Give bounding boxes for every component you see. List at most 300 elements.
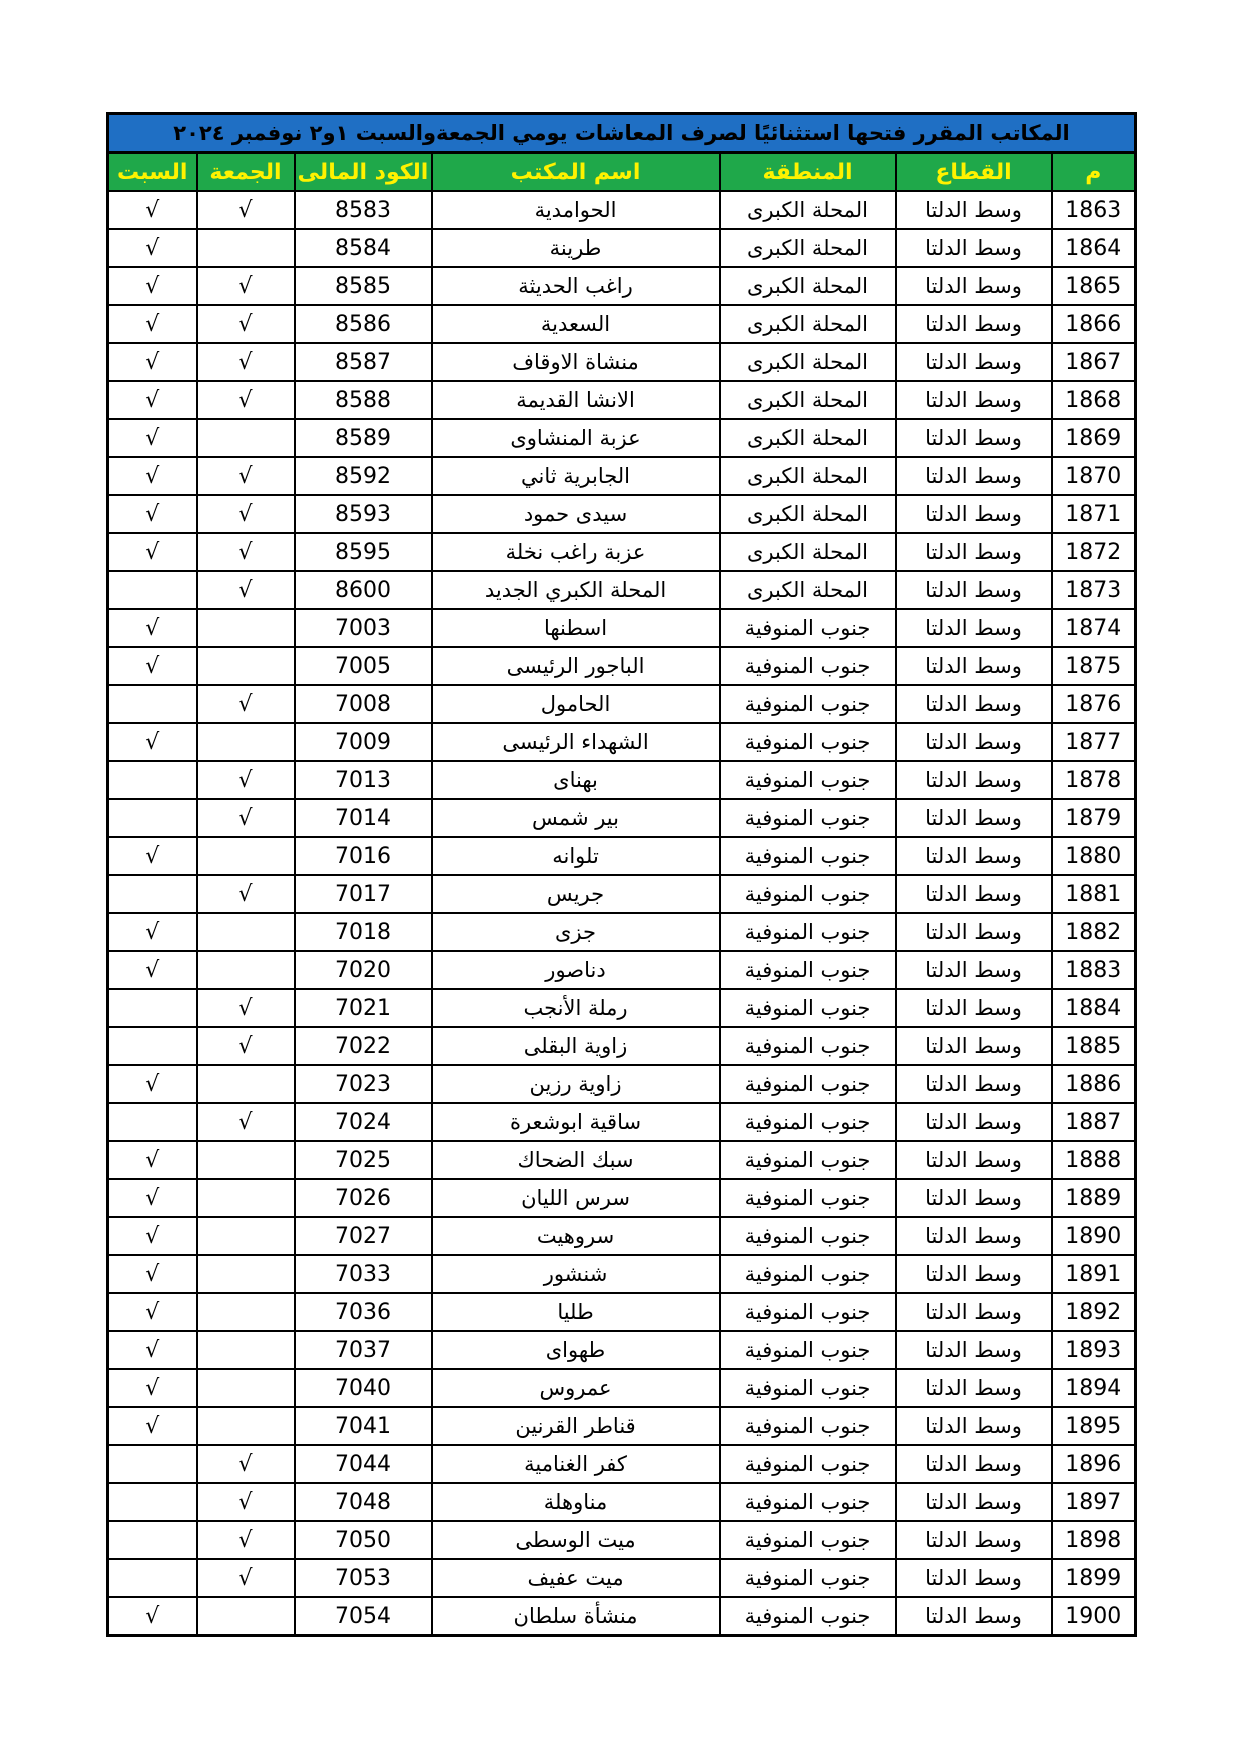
financial-code-cell: 7020 bbox=[295, 951, 432, 989]
row-index: 1867 bbox=[1052, 343, 1136, 381]
sector-cell: وسط الدلتا bbox=[896, 533, 1052, 571]
financial-code-cell: 7005 bbox=[295, 647, 432, 685]
row-index: 1873 bbox=[1052, 571, 1136, 609]
office-name-cell: راغب الحديثة bbox=[432, 267, 720, 305]
saturday-check-cell bbox=[108, 1559, 197, 1597]
friday-check-cell bbox=[197, 1597, 295, 1636]
row-index: 1898 bbox=[1052, 1521, 1136, 1559]
row-index: 1876 bbox=[1052, 685, 1136, 723]
saturday-check-cell: √ bbox=[108, 305, 197, 343]
office-name-cell: طرينة bbox=[432, 229, 720, 267]
friday-check-cell: √ bbox=[197, 191, 295, 229]
friday-check-cell: √ bbox=[197, 1103, 295, 1141]
saturday-check-cell bbox=[108, 761, 197, 799]
table-row bbox=[108, 229, 1136, 267]
financial-code-cell: 8587 bbox=[295, 343, 432, 381]
saturday-check-cell: √ bbox=[108, 723, 197, 761]
table-row bbox=[108, 609, 1136, 647]
region-cell: جنوب المنوفية bbox=[720, 609, 896, 647]
sector-cell: وسط الدلتا bbox=[896, 1369, 1052, 1407]
sector-cell: وسط الدلتا bbox=[896, 761, 1052, 799]
region-cell: جنوب المنوفية bbox=[720, 1445, 896, 1483]
office-name-cell: كفر الغنامية bbox=[432, 1445, 720, 1483]
region-cell: المحلة الكبرى bbox=[720, 229, 896, 267]
friday-check-cell bbox=[197, 1179, 295, 1217]
friday-check-cell: √ bbox=[197, 495, 295, 533]
saturday-check-cell: √ bbox=[108, 1369, 197, 1407]
title-row bbox=[108, 114, 1136, 153]
sector-cell: وسط الدلتا bbox=[896, 799, 1052, 837]
region-cell: جنوب المنوفية bbox=[720, 1217, 896, 1255]
friday-check-cell: √ bbox=[197, 533, 295, 571]
table-row bbox=[108, 1293, 1136, 1331]
table-body bbox=[108, 191, 1136, 1636]
sector-cell: وسط الدلتا bbox=[896, 1559, 1052, 1597]
region-cell: جنوب المنوفية bbox=[720, 685, 896, 723]
office-name-cell: منشأة سلطان bbox=[432, 1597, 720, 1636]
saturday-check-cell: √ bbox=[108, 1407, 197, 1445]
table-row bbox=[108, 1065, 1136, 1103]
office-name-cell: قناطر القرنين bbox=[432, 1407, 720, 1445]
sector-cell: وسط الدلتا bbox=[896, 1521, 1052, 1559]
friday-check-cell: √ bbox=[197, 457, 295, 495]
sector-cell: وسط الدلتا bbox=[896, 875, 1052, 913]
friday-check-cell: √ bbox=[197, 799, 295, 837]
office-name-cell: السعدية bbox=[432, 305, 720, 343]
sector-cell: وسط الدلتا bbox=[896, 305, 1052, 343]
row-index: 1896 bbox=[1052, 1445, 1136, 1483]
sector-cell: وسط الدلتا bbox=[896, 1483, 1052, 1521]
row-index: 1869 bbox=[1052, 419, 1136, 457]
region-cell: جنوب المنوفية bbox=[720, 1179, 896, 1217]
region-cell: المحلة الكبرى bbox=[720, 533, 896, 571]
financial-code-cell: 7040 bbox=[295, 1369, 432, 1407]
sector-cell: وسط الدلتا bbox=[896, 1065, 1052, 1103]
header-friday: الجمعة bbox=[197, 153, 295, 192]
saturday-check-cell: √ bbox=[108, 1293, 197, 1331]
office-name-cell: الحامول bbox=[432, 685, 720, 723]
table-row bbox=[108, 761, 1136, 799]
row-index: 1889 bbox=[1052, 1179, 1136, 1217]
saturday-check-cell: √ bbox=[108, 913, 197, 951]
header-sector: القطاع bbox=[896, 153, 1052, 192]
region-cell: جنوب المنوفية bbox=[720, 875, 896, 913]
friday-check-cell bbox=[197, 951, 295, 989]
region-cell: جنوب المنوفية bbox=[720, 799, 896, 837]
region-cell: المحلة الكبرى bbox=[720, 191, 896, 229]
row-index: 1870 bbox=[1052, 457, 1136, 495]
financial-code-cell: 7008 bbox=[295, 685, 432, 723]
office-name-cell: عزبة راغب نخلة bbox=[432, 533, 720, 571]
saturday-check-cell: √ bbox=[108, 1597, 197, 1636]
office-name-cell: الحوامدية bbox=[432, 191, 720, 229]
row-index: 1875 bbox=[1052, 647, 1136, 685]
saturday-check-cell: √ bbox=[108, 951, 197, 989]
row-index: 1865 bbox=[1052, 267, 1136, 305]
office-name-cell: سرس الليان bbox=[432, 1179, 720, 1217]
row-index: 1891 bbox=[1052, 1255, 1136, 1293]
saturday-check-cell: √ bbox=[108, 267, 197, 305]
office-name-cell: الباجور الرئيسى bbox=[432, 647, 720, 685]
region-cell: المحلة الكبرى bbox=[720, 419, 896, 457]
region-cell: جنوب المنوفية bbox=[720, 1483, 896, 1521]
row-index: 1900 bbox=[1052, 1597, 1136, 1636]
region-cell: جنوب المنوفية bbox=[720, 1369, 896, 1407]
sector-cell: وسط الدلتا bbox=[896, 419, 1052, 457]
region-cell: جنوب المنوفية bbox=[720, 647, 896, 685]
office-name-cell: منشاة الاوقاف bbox=[432, 343, 720, 381]
saturday-check-cell bbox=[108, 1445, 197, 1483]
office-name-cell: سيدى حمود bbox=[432, 495, 720, 533]
saturday-check-cell: √ bbox=[108, 1331, 197, 1369]
sector-cell: وسط الدلتا bbox=[896, 913, 1052, 951]
office-name-cell: ميت عفيف bbox=[432, 1559, 720, 1597]
financial-code-cell: 7026 bbox=[295, 1179, 432, 1217]
saturday-check-cell bbox=[108, 1521, 197, 1559]
financial-code-cell: 8588 bbox=[295, 381, 432, 419]
row-index: 1887 bbox=[1052, 1103, 1136, 1141]
saturday-check-cell: √ bbox=[108, 343, 197, 381]
saturday-check-cell: √ bbox=[108, 647, 197, 685]
sector-cell: وسط الدلتا bbox=[896, 609, 1052, 647]
financial-code-cell: 7013 bbox=[295, 761, 432, 799]
row-index: 1888 bbox=[1052, 1141, 1136, 1179]
financial-code-cell: 7027 bbox=[295, 1217, 432, 1255]
saturday-check-cell bbox=[108, 1483, 197, 1521]
friday-check-cell bbox=[197, 723, 295, 761]
table-row bbox=[108, 799, 1136, 837]
office-name-cell: طليا bbox=[432, 1293, 720, 1331]
row-index: 1890 bbox=[1052, 1217, 1136, 1255]
friday-check-cell bbox=[197, 1065, 295, 1103]
office-name-cell: المحلة الكبري الجديد bbox=[432, 571, 720, 609]
financial-code-cell: 8595 bbox=[295, 533, 432, 571]
saturday-check-cell: √ bbox=[108, 457, 197, 495]
sector-cell: وسط الدلتا bbox=[896, 381, 1052, 419]
financial-code-cell: 7022 bbox=[295, 1027, 432, 1065]
saturday-check-cell: √ bbox=[108, 609, 197, 647]
financial-code-cell: 7025 bbox=[295, 1141, 432, 1179]
friday-check-cell: √ bbox=[197, 305, 295, 343]
office-name-cell: عزبة المنشاوى bbox=[432, 419, 720, 457]
table-row bbox=[108, 571, 1136, 609]
friday-check-cell bbox=[197, 1331, 295, 1369]
row-index: 1877 bbox=[1052, 723, 1136, 761]
friday-check-cell bbox=[197, 229, 295, 267]
row-index: 1884 bbox=[1052, 989, 1136, 1027]
financial-code-cell: 7054 bbox=[295, 1597, 432, 1636]
region-cell: جنوب المنوفية bbox=[720, 1141, 896, 1179]
financial-code-cell: 8600 bbox=[295, 571, 432, 609]
table-row bbox=[108, 381, 1136, 419]
friday-check-cell: √ bbox=[197, 685, 295, 723]
financial-code-cell: 8586 bbox=[295, 305, 432, 343]
financial-code-cell: 7044 bbox=[295, 1445, 432, 1483]
row-index: 1880 bbox=[1052, 837, 1136, 875]
friday-check-cell: √ bbox=[197, 381, 295, 419]
table-row bbox=[108, 1559, 1136, 1597]
saturday-check-cell: √ bbox=[108, 1255, 197, 1293]
table-row bbox=[108, 1217, 1136, 1255]
row-index: 1899 bbox=[1052, 1559, 1136, 1597]
header-financial-code: الكود المالى bbox=[295, 153, 432, 192]
table-row bbox=[108, 1331, 1136, 1369]
region-cell: جنوب المنوفية bbox=[720, 761, 896, 799]
financial-code-cell: 8592 bbox=[295, 457, 432, 495]
table-row bbox=[108, 1141, 1136, 1179]
office-name-cell: عمروس bbox=[432, 1369, 720, 1407]
sector-cell: وسط الدلتا bbox=[896, 989, 1052, 1027]
friday-check-cell: √ bbox=[197, 989, 295, 1027]
region-cell: المحلة الكبرى bbox=[720, 381, 896, 419]
office-name-cell: ميت الوسطى bbox=[432, 1521, 720, 1559]
sector-cell: وسط الدلتا bbox=[896, 571, 1052, 609]
table-row bbox=[108, 533, 1136, 571]
sector-cell: وسط الدلتا bbox=[896, 1293, 1052, 1331]
region-cell: المحلة الكبرى bbox=[720, 267, 896, 305]
sector-cell: وسط الدلتا bbox=[896, 1445, 1052, 1483]
region-cell: المحلة الكبرى bbox=[720, 305, 896, 343]
table-row bbox=[108, 1179, 1136, 1217]
financial-code-cell: 8583 bbox=[295, 191, 432, 229]
table-row bbox=[108, 913, 1136, 951]
sector-cell: وسط الدلتا bbox=[896, 1217, 1052, 1255]
region-cell: جنوب المنوفية bbox=[720, 1027, 896, 1065]
friday-check-cell: √ bbox=[197, 1445, 295, 1483]
offices-sheet bbox=[106, 112, 1134, 1637]
table-row bbox=[108, 267, 1136, 305]
region-cell: جنوب المنوفية bbox=[720, 837, 896, 875]
table-row bbox=[108, 647, 1136, 685]
row-index: 1886 bbox=[1052, 1065, 1136, 1103]
row-index: 1881 bbox=[1052, 875, 1136, 913]
friday-check-cell: √ bbox=[197, 875, 295, 913]
office-name-cell: الشهداء الرئيسى bbox=[432, 723, 720, 761]
sector-cell: وسط الدلتا bbox=[896, 1597, 1052, 1636]
table-row bbox=[108, 685, 1136, 723]
friday-check-cell: √ bbox=[197, 1521, 295, 1559]
friday-check-cell: √ bbox=[197, 1027, 295, 1065]
friday-check-cell bbox=[197, 837, 295, 875]
row-index: 1882 bbox=[1052, 913, 1136, 951]
saturday-check-cell bbox=[108, 1103, 197, 1141]
region-cell: جنوب المنوفية bbox=[720, 951, 896, 989]
financial-code-cell: 7023 bbox=[295, 1065, 432, 1103]
financial-code-cell: 8584 bbox=[295, 229, 432, 267]
region-cell: جنوب المنوفية bbox=[720, 1521, 896, 1559]
row-index: 1868 bbox=[1052, 381, 1136, 419]
office-name-cell: زاوية البقلى bbox=[432, 1027, 720, 1065]
region-cell: المحلة الكبرى bbox=[720, 571, 896, 609]
table-row bbox=[108, 419, 1136, 457]
region-cell: جنوب المنوفية bbox=[720, 1293, 896, 1331]
row-index: 1892 bbox=[1052, 1293, 1136, 1331]
table-row bbox=[108, 191, 1136, 229]
sector-cell: وسط الدلتا bbox=[896, 1103, 1052, 1141]
offices-table bbox=[106, 112, 1137, 1637]
office-name-cell: سروهيت bbox=[432, 1217, 720, 1255]
table-row bbox=[108, 989, 1136, 1027]
row-index: 1893 bbox=[1052, 1331, 1136, 1369]
financial-code-cell: 7050 bbox=[295, 1521, 432, 1559]
region-cell: جنوب المنوفية bbox=[720, 913, 896, 951]
table-row bbox=[108, 1103, 1136, 1141]
header-office-name: اسم المكتب bbox=[432, 153, 720, 192]
financial-code-cell: 8589 bbox=[295, 419, 432, 457]
sector-cell: وسط الدلتا bbox=[896, 837, 1052, 875]
financial-code-cell: 7009 bbox=[295, 723, 432, 761]
friday-check-cell: √ bbox=[197, 1559, 295, 1597]
friday-check-cell bbox=[197, 913, 295, 951]
friday-check-cell bbox=[197, 1217, 295, 1255]
financial-code-cell: 7003 bbox=[295, 609, 432, 647]
region-cell: جنوب المنوفية bbox=[720, 1331, 896, 1369]
office-name-cell: شنشور bbox=[432, 1255, 720, 1293]
friday-check-cell: √ bbox=[197, 1483, 295, 1521]
friday-check-cell bbox=[197, 1293, 295, 1331]
friday-check-cell bbox=[197, 647, 295, 685]
row-index: 1883 bbox=[1052, 951, 1136, 989]
sector-cell: وسط الدلتا bbox=[896, 1027, 1052, 1065]
friday-check-cell bbox=[197, 1141, 295, 1179]
office-name-cell: بير شمس bbox=[432, 799, 720, 837]
table-row bbox=[108, 837, 1136, 875]
saturday-check-cell bbox=[108, 571, 197, 609]
table-row bbox=[108, 495, 1136, 533]
saturday-check-cell: √ bbox=[108, 1217, 197, 1255]
table-row bbox=[108, 1255, 1136, 1293]
office-name-cell: جريس bbox=[432, 875, 720, 913]
saturday-check-cell bbox=[108, 685, 197, 723]
table-row bbox=[108, 1027, 1136, 1065]
saturday-check-cell bbox=[108, 1027, 197, 1065]
friday-check-cell: √ bbox=[197, 571, 295, 609]
region-cell: جنوب المنوفية bbox=[720, 1065, 896, 1103]
friday-check-cell bbox=[197, 609, 295, 647]
row-index: 1895 bbox=[1052, 1407, 1136, 1445]
financial-code-cell: 7024 bbox=[295, 1103, 432, 1141]
row-index: 1874 bbox=[1052, 609, 1136, 647]
financial-code-cell: 7017 bbox=[295, 875, 432, 913]
sector-cell: وسط الدلتا bbox=[896, 647, 1052, 685]
saturday-check-cell: √ bbox=[108, 495, 197, 533]
office-name-cell: جزى bbox=[432, 913, 720, 951]
region-cell: جنوب المنوفية bbox=[720, 1597, 896, 1636]
region-cell: جنوب المنوفية bbox=[720, 1407, 896, 1445]
row-index: 1897 bbox=[1052, 1483, 1136, 1521]
sector-cell: وسط الدلتا bbox=[896, 1141, 1052, 1179]
saturday-check-cell: √ bbox=[108, 1179, 197, 1217]
table-row bbox=[108, 1483, 1136, 1521]
table-row bbox=[108, 951, 1136, 989]
row-index: 1866 bbox=[1052, 305, 1136, 343]
saturday-check-cell: √ bbox=[108, 837, 197, 875]
sector-cell: وسط الدلتا bbox=[896, 1255, 1052, 1293]
saturday-check-cell bbox=[108, 875, 197, 913]
header-saturday: السبت bbox=[108, 153, 197, 192]
region-cell: جنوب المنوفية bbox=[720, 1103, 896, 1141]
saturday-check-cell: √ bbox=[108, 1141, 197, 1179]
saturday-check-cell: √ bbox=[108, 419, 197, 457]
row-index: 1872 bbox=[1052, 533, 1136, 571]
table-row bbox=[108, 343, 1136, 381]
table-row bbox=[108, 1369, 1136, 1407]
header-row bbox=[108, 153, 1136, 192]
row-index: 1878 bbox=[1052, 761, 1136, 799]
financial-code-cell: 7033 bbox=[295, 1255, 432, 1293]
table-row bbox=[108, 875, 1136, 913]
sector-cell: وسط الدلتا bbox=[896, 1179, 1052, 1217]
saturday-check-cell: √ bbox=[108, 191, 197, 229]
table-row bbox=[108, 1445, 1136, 1483]
office-name-cell: تلوانه bbox=[432, 837, 720, 875]
region-cell: جنوب المنوفية bbox=[720, 1255, 896, 1293]
table-row bbox=[108, 457, 1136, 495]
saturday-check-cell: √ bbox=[108, 1065, 197, 1103]
region-cell: جنوب المنوفية bbox=[720, 989, 896, 1027]
financial-code-cell: 7037 bbox=[295, 1331, 432, 1369]
row-index: 1885 bbox=[1052, 1027, 1136, 1065]
sector-cell: وسط الدلتا bbox=[896, 457, 1052, 495]
office-name-cell: مناوهلة bbox=[432, 1483, 720, 1521]
office-name-cell: الجابرية ثاني bbox=[432, 457, 720, 495]
financial-code-cell: 8593 bbox=[295, 495, 432, 533]
friday-check-cell: √ bbox=[197, 267, 295, 305]
table-row bbox=[108, 305, 1136, 343]
sector-cell: وسط الدلتا bbox=[896, 1407, 1052, 1445]
sector-cell: وسط الدلتا bbox=[896, 1331, 1052, 1369]
sector-cell: وسط الدلتا bbox=[896, 495, 1052, 533]
financial-code-cell: 7021 bbox=[295, 989, 432, 1027]
saturday-check-cell: √ bbox=[108, 533, 197, 571]
sector-cell: وسط الدلتا bbox=[896, 343, 1052, 381]
row-index: 1871 bbox=[1052, 495, 1136, 533]
table-row bbox=[108, 723, 1136, 761]
header-region: المنطقة bbox=[720, 153, 896, 192]
friday-check-cell bbox=[197, 1255, 295, 1293]
office-name-cell: الانشا القديمة bbox=[432, 381, 720, 419]
office-name-cell: بهناى bbox=[432, 761, 720, 799]
friday-check-cell bbox=[197, 419, 295, 457]
sector-cell: وسط الدلتا bbox=[896, 229, 1052, 267]
friday-check-cell: √ bbox=[197, 343, 295, 381]
office-name-cell: رملة الأنجب bbox=[432, 989, 720, 1027]
row-index: 1864 bbox=[1052, 229, 1136, 267]
sector-cell: وسط الدلتا bbox=[896, 267, 1052, 305]
table-row bbox=[108, 1521, 1136, 1559]
friday-check-cell: √ bbox=[197, 761, 295, 799]
office-name-cell: سبك الضحاك bbox=[432, 1141, 720, 1179]
financial-code-cell: 7014 bbox=[295, 799, 432, 837]
saturday-check-cell: √ bbox=[108, 381, 197, 419]
saturday-check-cell bbox=[108, 799, 197, 837]
office-name-cell: زاوية رزين bbox=[432, 1065, 720, 1103]
financial-code-cell: 7048 bbox=[295, 1483, 432, 1521]
friday-check-cell bbox=[197, 1407, 295, 1445]
row-index: 1894 bbox=[1052, 1369, 1136, 1407]
sector-cell: وسط الدلتا bbox=[896, 191, 1052, 229]
table-row bbox=[108, 1407, 1136, 1445]
office-name-cell: ساقية ابوشعرة bbox=[432, 1103, 720, 1141]
header-index: م bbox=[1052, 153, 1136, 192]
region-cell: جنوب المنوفية bbox=[720, 1559, 896, 1597]
region-cell: المحلة الكبرى bbox=[720, 457, 896, 495]
financial-code-cell: 7016 bbox=[295, 837, 432, 875]
region-cell: المحلة الكبرى bbox=[720, 495, 896, 533]
financial-code-cell: 8585 bbox=[295, 267, 432, 305]
region-cell: جنوب المنوفية bbox=[720, 723, 896, 761]
financial-code-cell: 7053 bbox=[295, 1559, 432, 1597]
